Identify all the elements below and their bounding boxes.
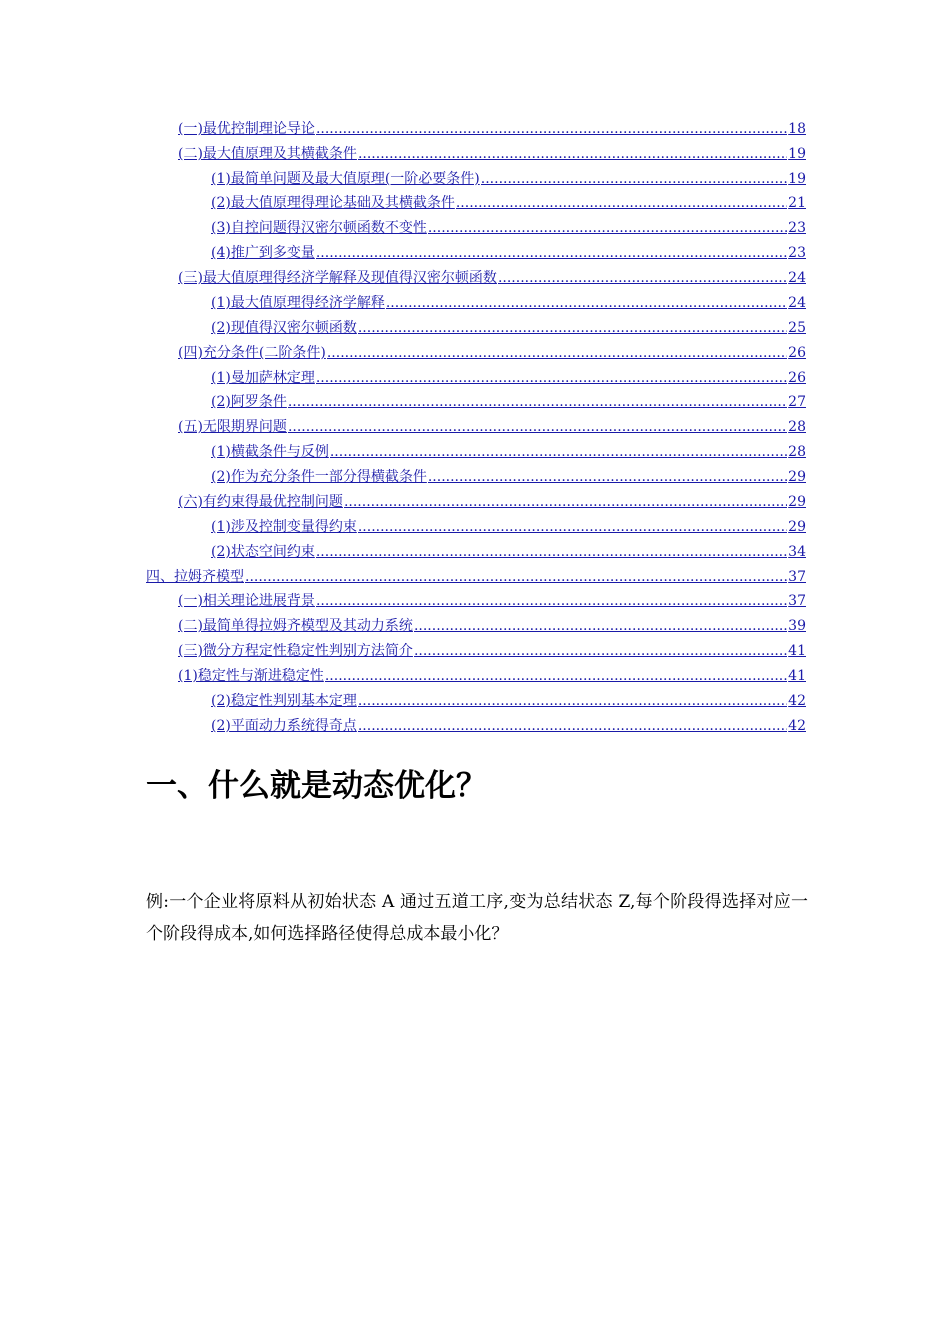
toc-entry-label: (2)作为充分条件一部分得横截条件	[211, 469, 427, 485]
toc-entry-label: (2)最大值原理得理论基础及其横截条件	[211, 195, 455, 211]
toc-leader-dots	[456, 194, 787, 212]
toc-leader-dots	[481, 170, 787, 188]
toc-entry[interactable]	[211, 164, 806, 188]
toc-entry-label: (1)最大值原理得经济学解释	[211, 295, 385, 311]
toc-leader-dots	[316, 244, 787, 262]
toc-entry-label: (2)阿罗条件	[211, 394, 287, 410]
toc-entry-label: (2)稳定性判别基本定理	[211, 693, 357, 709]
body-paragraph: 例:一个企业将原料从初始状态 A 通过五道工序,变为总结状态 Z,每个阶段得选择对应一个阶段得成本,如何选择路径使得总成本最小化？	[146, 892, 808, 944]
toc-entry[interactable]	[211, 188, 806, 212]
toc-leader-dots	[330, 443, 787, 461]
toc-leader-dots	[316, 543, 787, 561]
toc-entry-page: 34	[788, 544, 806, 560]
toc-entry-page: 23	[788, 220, 806, 236]
toc-leader-dots	[327, 344, 787, 362]
toc-entry-label: (1)稳定性与渐进稳定性	[178, 668, 324, 684]
toc-entry[interactable]	[178, 661, 806, 685]
toc-entry-page: 41	[788, 668, 806, 684]
toc-entry-page: 39	[788, 618, 806, 634]
toc-entry-label: (1)涉及控制变量得约束	[211, 519, 357, 535]
section-heading: 一、什么就是动态优化？	[146, 768, 487, 804]
toc-leader-dots	[358, 717, 787, 735]
toc-leader-dots	[386, 294, 787, 312]
toc-entry[interactable]	[211, 462, 806, 486]
toc-leader-dots	[316, 369, 787, 387]
toc-entry-label: (二)最简单得拉姆齐模型及其动力系统	[178, 618, 413, 634]
toc-entry[interactable]	[211, 288, 806, 312]
toc-entry[interactable]	[178, 338, 806, 362]
toc-entry-page: 28	[788, 419, 806, 435]
toc-entry-page: 21	[788, 195, 806, 211]
toc-entry[interactable]	[211, 238, 806, 262]
toc-entry[interactable]	[178, 114, 806, 138]
toc-entry-page: 29	[788, 519, 806, 535]
toc-leader-dots	[358, 319, 787, 337]
toc-entry-label: (2)平面动力系统得奇点	[211, 718, 357, 734]
toc-entry[interactable]	[211, 686, 806, 710]
toc-entry-label: (2)现值得汉密尔顿函数	[211, 320, 357, 336]
toc-entry-label: (一)最优控制理论导论	[178, 121, 315, 137]
toc-entry[interactable]	[211, 313, 806, 337]
toc-entry-page: 42	[788, 718, 806, 734]
toc-entry-page: 29	[788, 469, 806, 485]
toc-leader-dots	[428, 468, 787, 486]
toc-entry-label: (三)微分方程定性稳定性判别方法简介	[178, 643, 413, 659]
toc-entry-label: (4)推广到多变量	[211, 245, 315, 261]
toc-entry-page: 19	[788, 171, 806, 187]
toc-entry-label: (1)最简单问题及最大值原理(一阶必要条件)	[211, 171, 480, 187]
toc-entry[interactable]	[211, 363, 806, 387]
toc-entry-label: (一)相关理论进展背景	[178, 593, 315, 609]
toc-entry-label: (2)状态空间约束	[211, 544, 315, 560]
toc-leader-dots	[414, 617, 787, 635]
toc-entry-label: 四、拉姆齐模型	[146, 569, 244, 585]
toc-entry[interactable]	[211, 512, 806, 536]
toc-entry[interactable]	[211, 437, 806, 461]
toc-entry-label: (五)无限期界问题	[178, 419, 287, 435]
toc-entry[interactable]	[178, 263, 806, 287]
toc-entry-label: (三)最大值原理得经济学解释及现值得汉密尔顿函数	[178, 270, 497, 286]
toc-entry-page: 24	[788, 270, 806, 286]
toc-entry-label: (3)自控问题得汉密尔顿函数不变性	[211, 220, 427, 236]
toc-entry-label: (六)有约束得最优控制问题	[178, 494, 343, 510]
toc-leader-dots	[358, 692, 787, 710]
toc-entry-page: 41	[788, 643, 806, 659]
toc-entry-page: 18	[788, 121, 806, 137]
toc-entry-page: 27	[788, 394, 806, 410]
toc-entry-page: 29	[788, 494, 806, 510]
toc-leader-dots	[344, 493, 787, 511]
toc-leader-dots	[428, 219, 787, 237]
toc-entry-label: (二)最大值原理及其横截条件	[178, 146, 357, 162]
toc-leader-dots	[316, 120, 787, 138]
toc-entry[interactable]	[211, 213, 806, 237]
toc-entry-page: 37	[788, 593, 806, 609]
toc-entry[interactable]	[178, 636, 806, 660]
toc-entry[interactable]	[211, 387, 806, 411]
toc-leader-dots	[358, 145, 787, 163]
toc-entry[interactable]	[178, 412, 806, 436]
toc-entry-page: 25	[788, 320, 806, 336]
toc-leader-dots	[414, 642, 787, 660]
toc-entry-label: (四)充分条件(二阶条件)	[178, 345, 326, 361]
toc-entry-page: 28	[788, 444, 806, 460]
toc-entry-label: (1)横截条件与反例	[211, 444, 329, 460]
toc-entry[interactable]	[178, 487, 806, 511]
toc-entry[interactable]	[211, 711, 806, 735]
toc-entry[interactable]	[178, 611, 806, 635]
toc-entry[interactable]	[178, 586, 806, 610]
toc-entry[interactable]	[211, 537, 806, 561]
toc-entry-page: 26	[788, 345, 806, 361]
toc-entry-page: 24	[788, 295, 806, 311]
toc-leader-dots	[316, 592, 787, 610]
toc-leader-dots	[358, 518, 787, 536]
toc-entry-label: (1)曼加萨林定理	[211, 370, 315, 386]
toc-leader-dots	[245, 568, 787, 586]
toc-leader-dots	[288, 393, 787, 411]
toc-leader-dots	[325, 667, 787, 685]
toc-leader-dots	[498, 269, 787, 287]
toc-leader-dots	[288, 418, 787, 436]
toc-entry-page: 37	[788, 569, 806, 585]
toc-entry-page: 26	[788, 370, 806, 386]
toc-entry-page: 23	[788, 245, 806, 261]
toc-entry[interactable]	[178, 139, 806, 163]
toc-entry-page: 42	[788, 693, 806, 709]
toc-entry[interactable]	[146, 562, 806, 586]
toc-entry-page: 19	[788, 146, 806, 162]
